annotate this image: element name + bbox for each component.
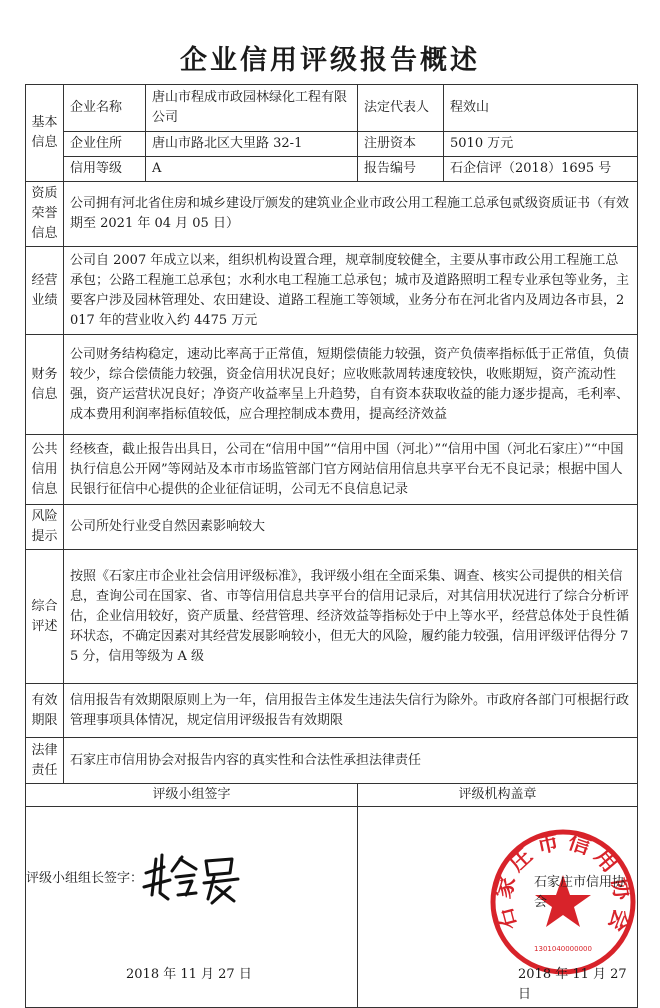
section-text: 信用报告有效期限原则上为一年，信用报告主体发生违法失信行为除外。市政府各部门可根据行政管理事项具体情况，规定信用评级报告有效期限 (64, 684, 638, 738)
basic-info-category: 基本信息 (26, 85, 64, 182)
right-date: 2018 年 11 月 27 日 (518, 967, 627, 1002)
handwritten-signature (142, 847, 252, 907)
section-text: 公司拥有河北省住房和城乡建设厅颁发的建筑业企业市政公用工程施工总承包贰级资质证书（有效期至 2021 年 04 月 05 日） (64, 182, 638, 247)
section-row (26, 738, 638, 784)
section-row (26, 505, 638, 550)
section-row (26, 684, 638, 738)
section-label: 资质荣誉信息 (26, 182, 64, 247)
section-label: 综合评述 (26, 550, 64, 684)
section-text: 公司财务结构稳定，速动比率高于正常值，短期偿债能力较强，资产负债率指标低于正常值，负债较少，综合偿债能力较强，资金信用状况良好；应收账款周转速度较快，收账期短，资产流动性强，资产运营状况良好；净资产收益率呈上升趋势，自有资本获取收益的能力逐步提高，毛利率、成本费用利润率指标值较低，应合理控制成本费用，提高经济效益 (64, 335, 638, 435)
organization-name: 石家庄市信用协会 (534, 875, 626, 910)
signature-right-cell (358, 784, 638, 807)
section-row (26, 435, 638, 505)
signature-right-body (358, 807, 638, 1008)
section-label: 法律责任 (26, 738, 64, 784)
section-text: 石家庄市信用协会对报告内容的真实性和合法性承担法律责任 (64, 738, 638, 784)
grade-label: 信用等级 (64, 157, 146, 182)
section-text: 经核查，截止报告出具日，公司在“信用中国”“信用中国（河北）”“信用中国（河北石家庄）”“中国执行信息公开网”等网站及本市市场监管部门官方网站信用信息共享平台无不良记录；根据中国人民银行征信中心提供的企业征信证明，公司无不良信息记录 (64, 435, 638, 505)
legal-rep-value: 程效山 (444, 85, 638, 132)
section-label: 经营业绩 (26, 247, 64, 335)
section-label: 有效期限 (26, 684, 64, 738)
section-row (26, 247, 638, 335)
section-row (26, 182, 638, 247)
report-no-value: 石企信评（2018）1695 号 (444, 157, 638, 182)
address-value: 唐山市路北区大里路 32-1 (146, 132, 358, 157)
section-row (26, 335, 638, 435)
section-text: 公司自 2007 年成立以来，组织机构设置合理，规章制度较健全，主要从事市政公用工程施工总承包；公路工程施工总承包；水利水电工程施工总承包；城市及道路照明工程专业承包等业务，主要客户涉及园林管理处、农田建设、道路工程施工等领域，业务分布在河北省内及周边各市县，2017 年的营业收入约 4475 万元 (64, 247, 638, 335)
grade-value: A (146, 157, 358, 182)
address-label: 企业住所 (64, 132, 146, 157)
section-label: 风险提示 (26, 505, 64, 550)
rating-group-signature-header: 评级小组签字 (152, 787, 231, 802)
report-table (25, 84, 638, 1008)
legal-rep-label: 法定代表人 (358, 85, 444, 132)
capital-value: 5010 万元 (444, 132, 638, 157)
svg-text:1301040000000: 1301040000000 (534, 945, 592, 953)
section-row (26, 550, 638, 684)
leader-signature-label: 评级小组组长签字： (26, 871, 144, 886)
page-title: 企业信用评级报告概述 (180, 45, 480, 76)
capital-label: 注册资本 (358, 132, 444, 157)
signature-left-cell (26, 784, 358, 807)
left-date: 2018 年 11 月 27 日 (126, 967, 252, 982)
section-text: 公司所处行业受自然因素影响较大 (64, 505, 638, 550)
section-label: 财务信息 (26, 335, 64, 435)
rating-agency-seal-header: 评级机构盖章 (458, 787, 537, 802)
signature-left-body (26, 807, 358, 1008)
section-label: 公共信用信息 (26, 435, 64, 505)
section-text: 按照《石家庄市企业社会信用评级标准》，我评级小组在全面采集、调查、核实公司提供的相关信息，查询公司在国家、省、市等信用信息共享平台的信用记录后，对其信用状况进行了综合分析评估，企业信用较好，资产质量、经营管理、经济效益等指标处于中上等水平，经营总体处于良性循环状态，不确定因素对其经营发展影响较小，但无大的风险，履约能力较强，信用评级评估得分 75 分，信用等级为 A 级 (64, 550, 638, 684)
company-name-value: 唐山市程成市政园林绿化工程有限公司 (146, 85, 358, 132)
report-no-label: 报告编号 (358, 157, 444, 182)
company-name-label: 企业名称 (64, 85, 146, 132)
seal-text: 石家庄市信用协会 (490, 828, 636, 941)
